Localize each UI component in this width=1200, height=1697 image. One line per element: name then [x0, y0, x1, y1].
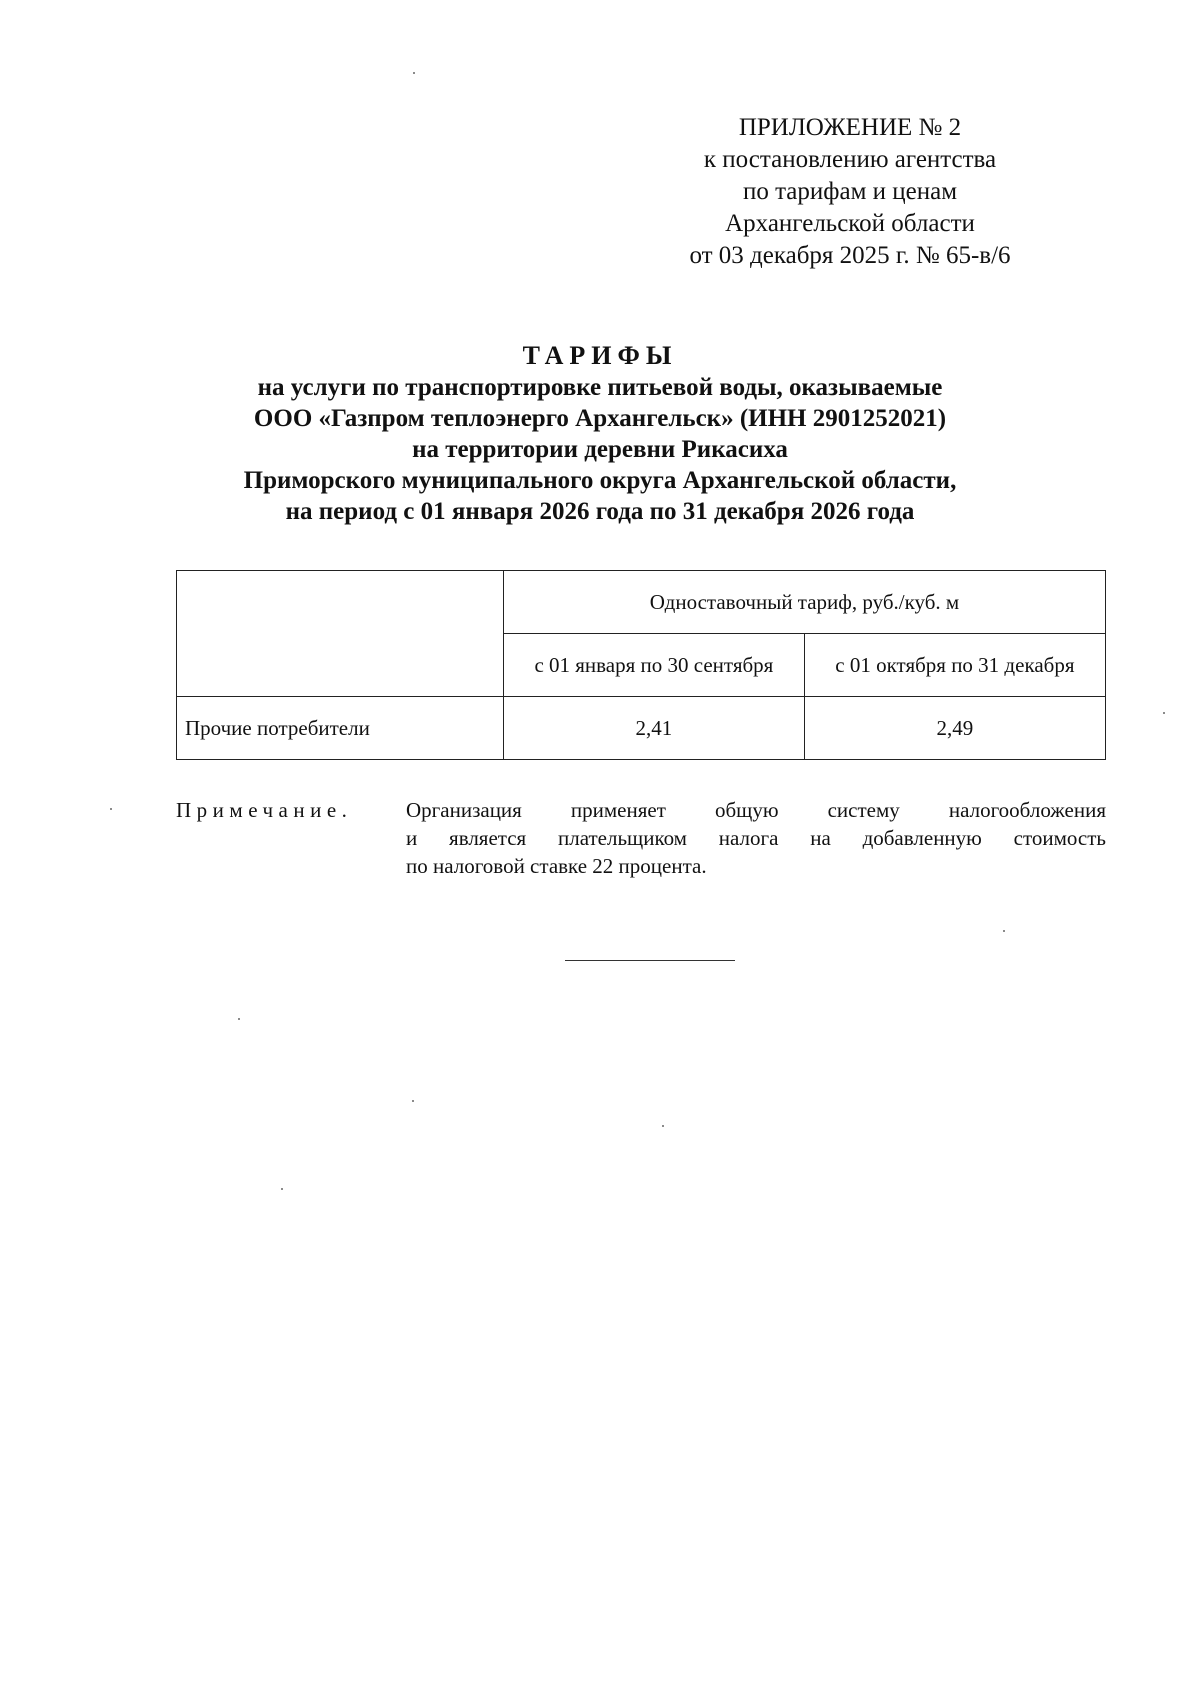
table-header-row: [177, 571, 1106, 634]
scan-speck: [238, 1018, 240, 1020]
appendix-reference: к постановлению агентства: [703, 146, 997, 173]
appendix-number: ПРИЛОЖЕНИЕ № 2: [738, 114, 962, 141]
scan-speck: [1003, 930, 1005, 932]
table-header-period-1: с 01 января по 30 сентября: [504, 634, 805, 697]
title-district: Приморского муниципального округа Архангельской области,: [243, 467, 957, 494]
title-period: на период с 01 января 2026 года по 31 декабря 2026 года: [285, 498, 915, 525]
scan-speck: [662, 1125, 664, 1127]
scan-speck: [1163, 712, 1165, 714]
title-territory: на территории деревни Рикасиха: [412, 436, 788, 463]
table-header-period-2: с 01 октября по 31 декабря: [804, 634, 1105, 697]
title-organization: ООО «Газпром теплоэнерго Архангельск» (ИНН 2901252021): [253, 405, 947, 432]
table-cell-category: Прочие потребители: [177, 697, 504, 760]
appendix-header: [640, 112, 1060, 272]
appendix-date-number: от 03 декабря 2025 г. № 65-в/6: [689, 242, 1011, 269]
scan-speck: [412, 1100, 414, 1102]
note-text: [406, 796, 1106, 880]
table-header-blank: [177, 571, 504, 697]
table-cell-value-2: 2,49: [804, 697, 1105, 760]
scan-speck: [413, 72, 415, 74]
appendix-region: Архангельской области: [725, 210, 975, 237]
note-line-1: Организация применяет общую систему налогообложения: [406, 798, 1106, 822]
scan-speck: [281, 1188, 283, 1190]
note-line-3: по налоговой ставке 22 процента.: [406, 854, 707, 878]
end-divider: [565, 960, 735, 961]
document-title: [160, 340, 1040, 527]
table-header-tariff: Одноставочный тариф, руб./куб. м: [504, 571, 1106, 634]
title-subject: на услуги по транспортировке питьевой воды, оказываемые: [257, 374, 943, 401]
appendix-agency: по тарифам и ценам: [742, 178, 958, 205]
table-cell-value-1: 2,41: [504, 697, 805, 760]
scan-speck: [110, 808, 112, 810]
title-heading: ТАРИФЫ: [522, 341, 678, 370]
tariff-table: [176, 570, 1106, 760]
table-row: [177, 697, 1106, 760]
note-label: Примечание.: [176, 798, 353, 822]
note-line-2: и является плательщиком налога на добавленную стоимость: [406, 826, 1106, 850]
